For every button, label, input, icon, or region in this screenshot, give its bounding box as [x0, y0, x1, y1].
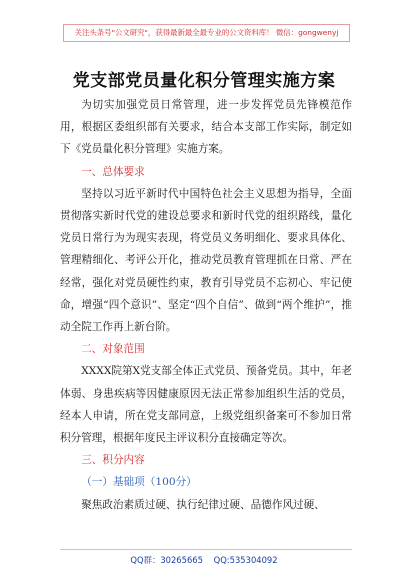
- footer-qq: QQ:535304092: [213, 555, 278, 565]
- section-heading-general: 一、总体要求: [81, 165, 145, 178]
- promo-banner: 关注头条号"公文研究"，获得最新最全最专业的公文资料库！ 微信：gongwenyj: [63, 24, 350, 42]
- intro-paragraph: 为切实加强党员日常管理，进一步发挥党员先锋模范作用，根据区委组织部有关要求，结合本支部工作实际，制定如下《党员量化积分管理》实施方案。: [60, 99, 352, 156]
- document-body: [60, 94, 352, 516]
- section-body-general: 坚持以习近平新时代中国特色社会主义思想为指导，全面贯彻落实新时代党的建设总要求和新时代党的组织路线，量化党员日常行为为现实表现，将党员义务明细化、要求具体化、管理精细化、考评公开化，推动党员教育管理抓在日常、严在经常，强化对党员硬性约束，教育引导党员不忘初心、牢记使命，增强“四个意识”、坚定“四个自信”、做到“两个维护”，推动全院工作再上新台阶。: [60, 187, 352, 334]
- footer-contact: [0, 553, 408, 567]
- section-heading-scope: 二、对象范围: [81, 343, 145, 356]
- document-title: 党支部党员量化积分管理实施方案: [72, 71, 336, 91]
- subsection-heading-basic: （一）基础项（100分）: [81, 476, 197, 489]
- footer-divider: [60, 549, 352, 550]
- section-body-content: 聚焦政治素质过硬、执行纪律过硬、品德作风过硬、: [81, 498, 325, 511]
- page-footer: [0, 549, 408, 580]
- footer-qq-group: QQ群：30265665: [130, 555, 203, 565]
- section-heading-content: 三、积分内容: [81, 454, 145, 467]
- section-body-scope: XXXX院第X党支部全体正式党员、预备党员。其中，年老体弱、身患疾病等因健康原因无法正常参加组织生活的党员，经本人申请，所在党支部同意，上级党组织备案可不参加日常积分管理，根据年度民主评议积分直接确定等次。: [60, 365, 352, 445]
